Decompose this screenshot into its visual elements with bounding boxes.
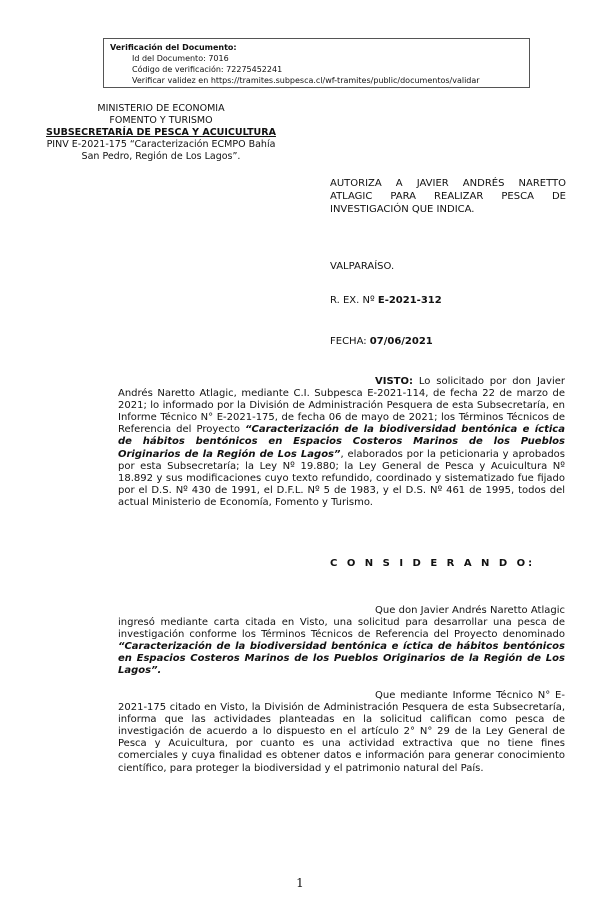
- considerando-paragraph-1: [118, 605, 565, 678]
- rex-number: E-2021-312: [377, 295, 442, 306]
- page-number: 1: [296, 876, 304, 890]
- ministry-line1: MINISTERIO DE ECONOMIA: [97, 103, 225, 114]
- considerando-p1-project: “Caracterización de la biodiversidad bentónica e íctica de hábitos bentónicos en Espacios Costeros Marinos de los Pueblos Originarios de la Región de Los Lagos”.: [118, 641, 565, 677]
- verification-id: • Id del Documento: 7016: [132, 53, 523, 64]
- considerando-p2-text: Que mediante Informe Técnico N° E-2021-175 citado en Visto, la División de Administración Pesquera de esta Subsecretaría, informa que las actividades planteadas en la solicitud califican como pesca de investigación de acuerdo a lo dispuesto en el artículo 2° N° 29 de la Ley General de Pesca y Acuicultura, por cuanto es una actividad extractiva que no tiene fines comerciales y cuya finalidad es obtener datos e información para generar conocimiento científico, para proteger la biodiversidad y el patrimonio natural del País.: [118, 690, 565, 774]
- visto-project: “Caracterización de la biodiversidad bentónica e íctica de hábitos bentónicos en Espacios Costeros Marinos de los Pueblos Originarios de la Región de Los Lagos”: [118, 424, 565, 460]
- considerando-paragraph-2: [118, 690, 565, 775]
- subsecretaria-title: SUBSECRETARÍA DE PESCA Y ACUICULTURA: [46, 127, 276, 138]
- verification-box: [103, 38, 530, 88]
- visto-text-1: Lo solicitado por don Javier Andrés Naretto Atlagic, mediante C.I. Subpesca E-2021-114, de fecha 22 de marzo de 2021; lo informado por la División de Administración Pesquera de esta Subsecretaría, en Informe Técnico N° E-2021-175, de fecha 06 de mayo de 2021; los Términos Técnicos de Referencia del Proyecto: [118, 376, 565, 436]
- ministry-header: [30, 103, 292, 163]
- considerando-heading: C O N S I D E R A N D O:: [330, 558, 536, 569]
- resolution-summary: AUTORIZA A JAVIER ANDRÉS NARETTO ATLAGIC PARA REALIZAR PESCA DE INVESTIGACIÓN QUE INDICA.: [330, 178, 566, 215]
- fecha-label: FECHA:: [330, 336, 370, 347]
- visto-paragraph: [118, 376, 565, 509]
- rex-label: R. EX. Nº: [330, 295, 378, 306]
- verification-url: • Verificar validez en https://tramites.subpesca.cl/wf-tramites/public/documentos/validar: [132, 75, 523, 86]
- ministry-line2: FOMENTO Y TURISMO: [109, 115, 213, 126]
- considerando-p1-text: Que don Javier Andrés Naretto Atlagic ingresó mediante carta citada en Visto, una solicitud para desarrollar una pesca de investigación conforme los Términos Técnicos de Referencia del Proyecto denominado: [118, 605, 565, 641]
- resolution-number: [330, 294, 442, 307]
- verification-code: • Código de verificación: 72275452241: [132, 64, 523, 75]
- visto-text-2: , elaborados por la peticionaria y aprobados por esta Subsecretaría; la Ley Nº 19.880; la Ley General de Pesca y Acuicultura Nº 18.892 y sus modificaciones cuyo texto refundido, coordinado y sistematizado fue fijado por el D.S. Nº 430 de 1991, el D.F.L. Nº 5 de 1983, y el D.S. Nº 461 de 1995, todos del actual Ministerio de Economía, Fomento y Turismo.: [118, 448, 565, 508]
- verification-title: Verificación del Documento:: [110, 43, 237, 52]
- verification-list: [110, 53, 523, 86]
- pinv-line1: PINV E-2021-175 “Caracterización ECMPO Bahía: [46, 139, 276, 150]
- pinv-line2: San Pedro, Región de Los Lagos”.: [81, 151, 241, 162]
- resolution-date: [330, 335, 433, 348]
- city: VALPARAÍSO.: [330, 261, 395, 272]
- fecha-value: 07/06/2021: [369, 336, 433, 347]
- visto-label: VISTO:: [375, 376, 413, 387]
